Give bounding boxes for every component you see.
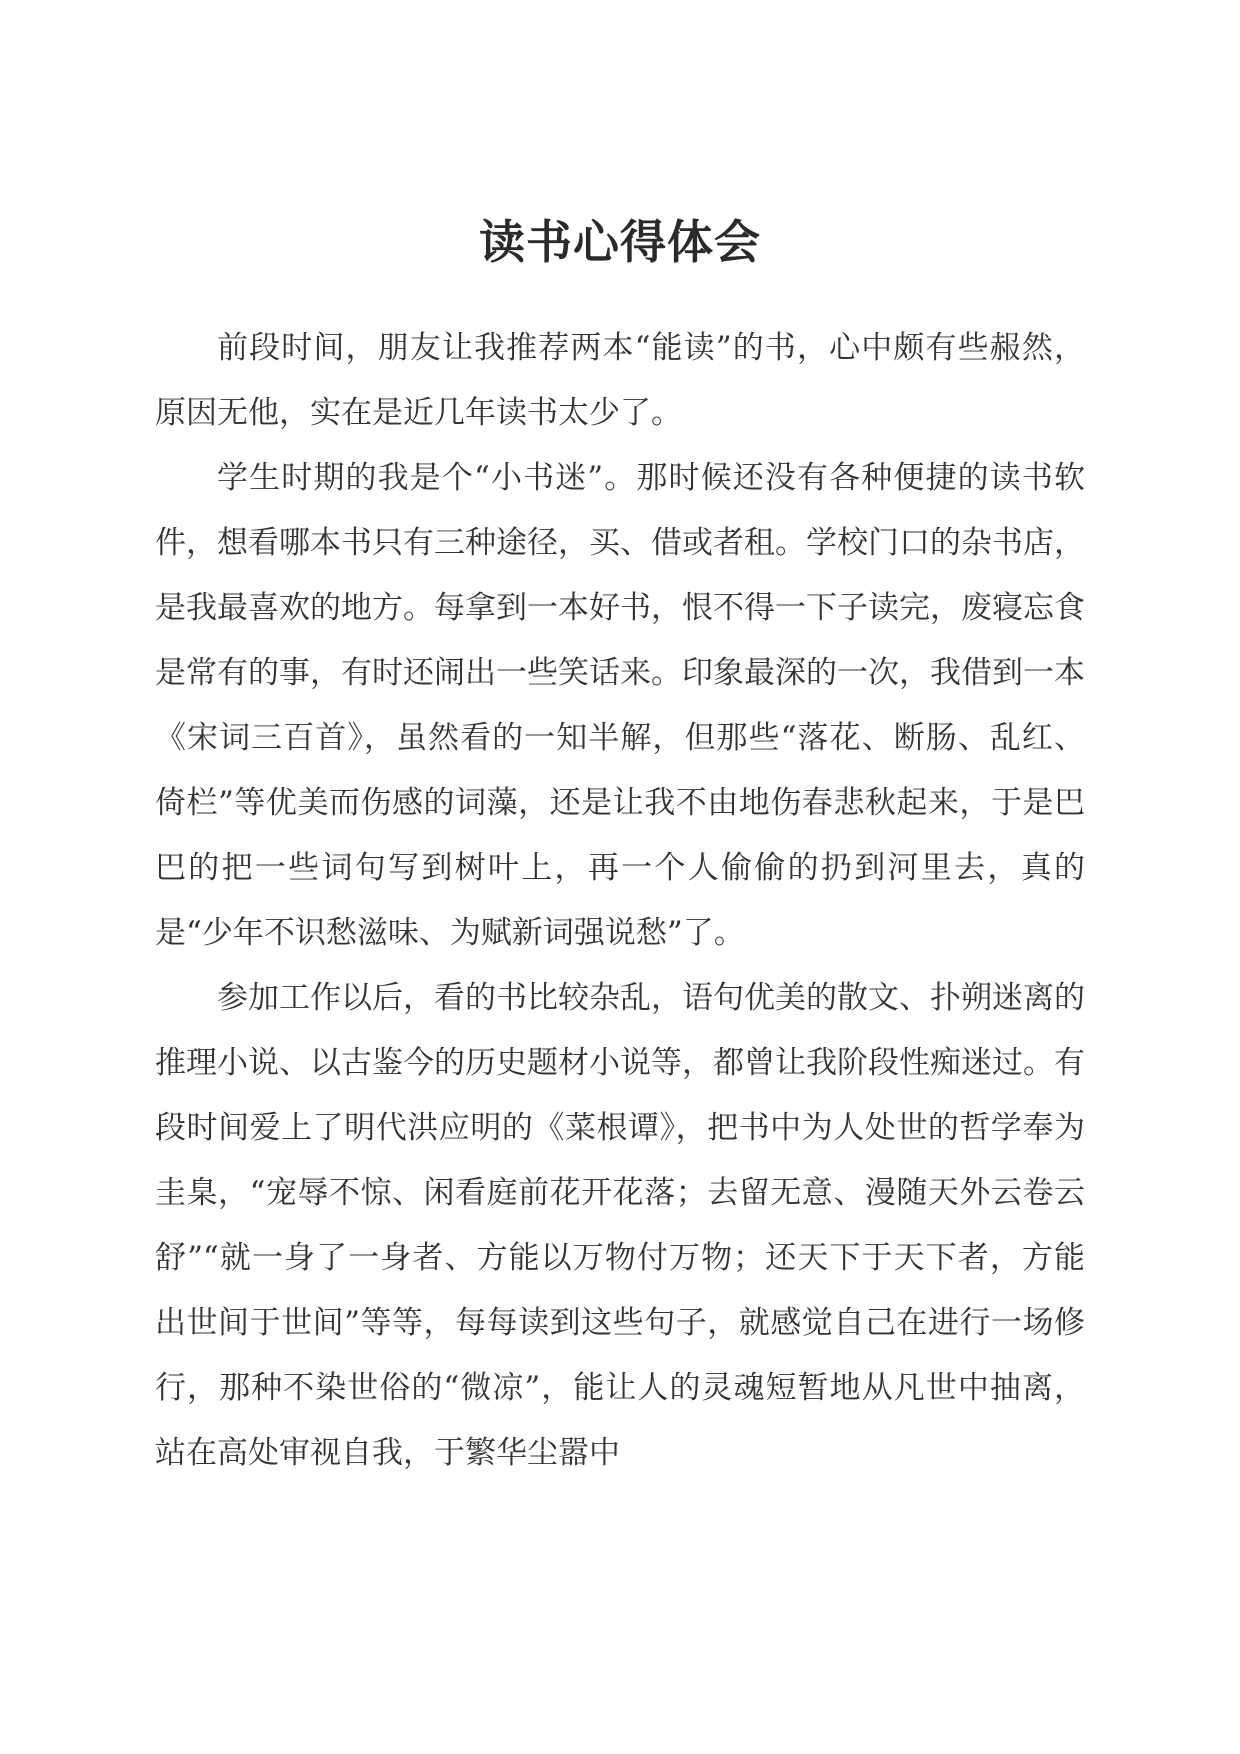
document-body (155, 316, 1085, 1486)
document-title: 读书心得体会 (479, 215, 761, 269)
paragraph-3: 参加工作以后，看的书比较杂乱，语句优美的散文、扑朔迷离的推理小说、以古鉴今的历史题材小说等，都曾让我阶段性痴迷过。有段时间爱上了明代洪应明的《菜根谭》，把书中为人处世的哲学奉为圭臬，“宠辱不惊、闲看庭前花开花落；去留无意、漫随天外云卷云舒”“就一身了一身者、方能以万物付万物；还天下于天下者，方能出世间于世间”等等，每每读到这些句子，就感觉自己在进行一场修行，那种不染世俗的“微凉”，能让人的灵魂短暂地从凡世中抽离，站在高处审视自我，于繁华尘嚣中 (155, 980, 1085, 1471)
paragraph-2: 学生时期的我是个“小书迷”。那时候还没有各种便捷的读书软件，想看哪本书只有三种途径，买、借或者租。学校门口的杂书店，是我最喜欢的地方。每拿到一本好书，恨不得一下子读完，废寝忘食是常有的事，有时还闹出一些笑话来。印象最深的一次，我借到一本《宋词三百首》，虽然看的一知半解，但那些“落花、断肠、乱红、倚栏”等优美而伤感的词藻，还是让我不由地伤春悲秋起来，于是巴巴的把一些词句写到树叶上，再一个人偷偷的扔到河里去，真的是“少年不识愁滋味、为赋新词强说愁”了。 (155, 460, 1085, 951)
paragraph-1: 前段时间，朋友让我推荐两本“能读”的书，心中颇有些赧然，原因无他，实在是近几年读书太少了。 (155, 330, 1085, 431)
